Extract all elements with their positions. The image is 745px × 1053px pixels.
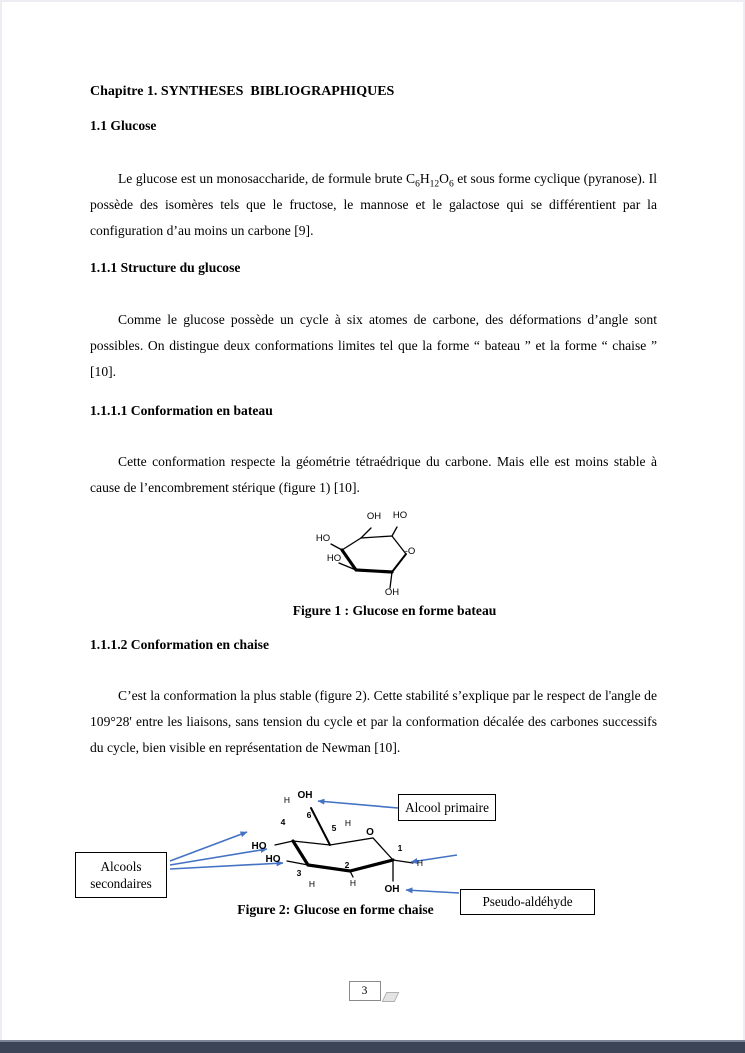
atom-label-h5: H <box>344 818 352 828</box>
formula-post-text: et sous forme cyclique (pyranose). Il possède des isomères tels que le fructose, le mannose et le galactose qui se différentient par la configuration d’au moins un carbone [9]. <box>90 171 657 238</box>
paragraph-glucose-intro <box>90 166 657 244</box>
figure-1 <box>90 506 657 598</box>
atom-label-h3: H <box>308 879 316 889</box>
carbon-number-1: 1 <box>397 843 403 853</box>
glucose-boat-structure <box>309 506 439 598</box>
atom-label-o-ring: -O <box>404 546 415 557</box>
section-heading-1-1: 1.1 Glucose <box>90 118 157 133</box>
callout-alcools-secondaires-line2: secondaires <box>90 876 152 891</box>
atom-label-h6: H <box>283 795 291 805</box>
atom-label-ho4: HO <box>251 841 267 852</box>
callout-pseudo-aldehyde <box>460 889 595 915</box>
callout-alcool-primaire <box>398 794 496 821</box>
section-heading-1-1-1-2: 1.1.1.2 Conformation en chaise <box>90 637 269 652</box>
formula-h: H <box>419 171 430 186</box>
formula-subscript: 6 <box>415 179 420 190</box>
atom-label-ho-left: HO <box>315 533 330 544</box>
page-footer <box>0 981 745 1002</box>
chapter-heading: Chapitre 1. SYNTHESES BIBLIOGRAPHIQUES <box>90 84 395 99</box>
callout-alcools-secondaires-line1: Alcools <box>100 858 142 874</box>
page-content <box>90 79 657 923</box>
paragraph-conformations: Comme le glucose possède un cycle à six atomes de carbone, des déformations d’angle sont possibles. On distingue deux conformations limites tel que la forme “ bateau ” et la forme “ chaise ” [10]. <box>90 312 657 379</box>
atom-label-o-ring: O <box>366 827 374 838</box>
atom-label-oh6: OH <box>297 790 313 801</box>
paragraph-bateau: Cette conformation respecte la géométrie tétraédrique du carbone. Mais elle est moins stable à cause de l’encombrement stérique (figure 1) [10]. <box>90 454 657 495</box>
carbon-number-5: 5 <box>331 823 337 833</box>
figure-1-caption: Figure 1 : Glucose en forme bateau <box>292 603 497 618</box>
callout-pseudo-aldehyde-label: Pseudo-aldéhyde <box>482 894 573 910</box>
page-corner-icon <box>381 992 399 1002</box>
paragraph-chaise: C’est la conformation la plus stable (figure 2). Cette stabilité s’explique par le respect de l'angle de 109°28' entre les liaisons, sans tension du cycle et par la conformation décalée des carbones successifs du cycle, bien visible en représentation de Newman [10]. <box>90 688 657 755</box>
formula-subscript: 6 <box>448 179 454 190</box>
formula-o: O <box>439 171 449 186</box>
boat-bonds <box>331 527 406 588</box>
atom-label-ho-top: HO <box>392 510 407 521</box>
atom-label-oh-top: OH <box>366 511 381 522</box>
section-heading-1-1-1: 1.1.1 Structure du glucose <box>90 260 241 275</box>
carbon-number-2: 2 <box>344 860 350 870</box>
formula-pre-text: Le glucose est un monosaccharide, de formule brute C <box>118 171 416 186</box>
carbon-number-6: 6 <box>306 810 312 820</box>
atom-label-ho-left2: HO <box>326 553 341 564</box>
callout-alcool-primaire-label: Alcool primaire <box>405 799 489 815</box>
figure-2 <box>75 781 670 911</box>
section-heading-1-1-1-1: 1.1.1.1 Conformation en bateau <box>90 403 273 418</box>
atom-label-oh1: OH <box>384 884 400 895</box>
atom-label-h2: H <box>349 878 357 888</box>
callout-alcools-secondaires <box>75 852 167 898</box>
atom-label-oh-bottom: OH <box>384 587 399 598</box>
page-number: 3 <box>349 981 381 1001</box>
carbon-number-4: 4 <box>280 817 286 827</box>
atom-label-h1: H <box>416 858 424 868</box>
carbon-number-3: 3 <box>296 868 302 878</box>
formula-subscript: 12 <box>429 179 440 190</box>
figure-2-caption: Figure 2: Glucose en forme chaise <box>237 902 434 917</box>
page-bottom-edge <box>0 1040 745 1053</box>
atom-label-ho3: HO <box>265 854 281 865</box>
